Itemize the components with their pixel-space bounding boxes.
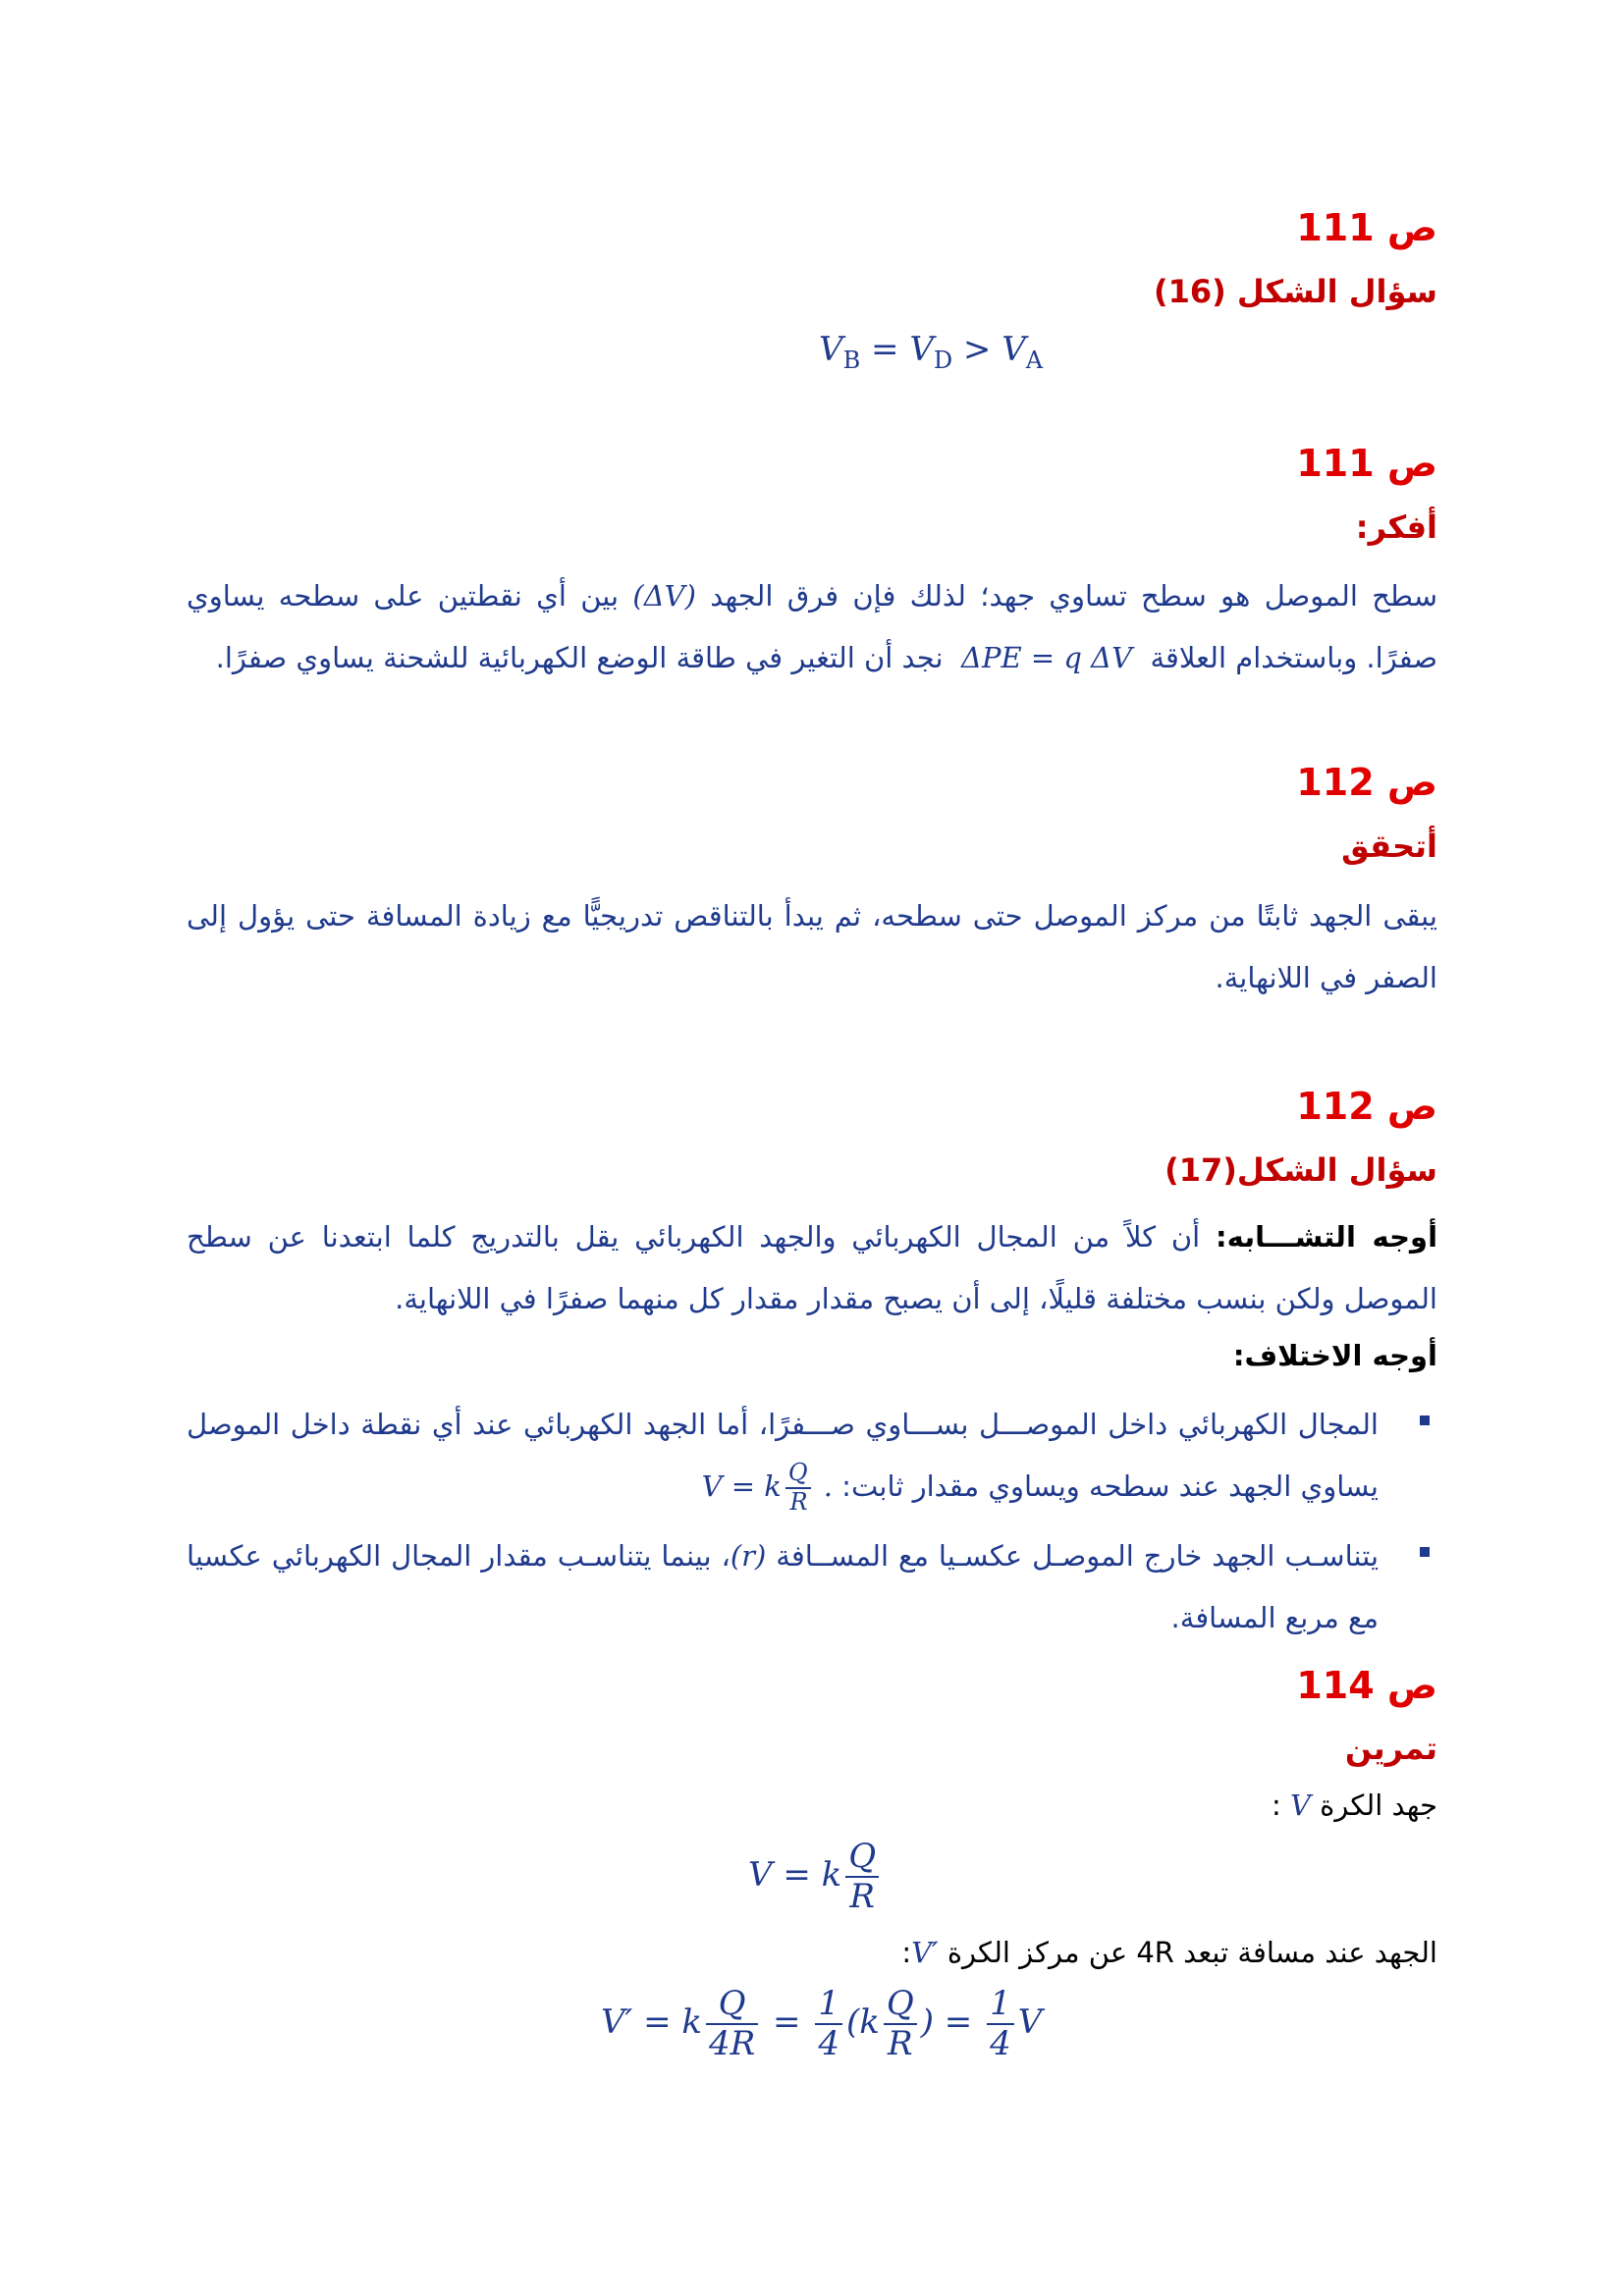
think-paragraph: سطح الموصل هو سطح تساوي جهد؛ لذلك فإن فرق الجهد (ΔV) بين أي نقطتين على سطحه يساوي صفرًا. وباستخدام العلاقة ΔPE = q ΔV نجد أن التغير في طاقة الوضع الكهربائية للشحنة يساوي صفرًا. <box>187 565 1437 689</box>
bullet-square-icon <box>1420 1415 1430 1425</box>
figure-17-heading: سؤال الشكل(17) <box>1164 1151 1437 1189</box>
page-ref-114: ص 114 <box>1296 1664 1437 1707</box>
potential-at-4r-label: الجهد عند مسافة تبعد 4R عن مركز الكرة V′: <box>901 1936 1437 1969</box>
exercise-heading: تمرين <box>1344 1730 1437 1767</box>
similarities-paragraph: أوجه التشـــابه: أن كلاً من المجال الكهربائي والجهد الكهربائي يقل بالتدريج كلما ابتعدنا عن سطح الموصل ولكن بنسب مختلفة قليلًا، إلى أن يصبح مقدار مقدار كل منهما صفرًا في اللانهاية. <box>187 1220 1438 1315</box>
distance-r-math: (r) <box>730 1539 767 1573</box>
differences-list <box>187 1394 1437 1649</box>
page-ref-111-a: ص 111 <box>1296 206 1437 249</box>
verify-heading: أتحقق <box>1341 828 1437 865</box>
list-item: يتناسـب الجهد خارج الموصـل عكسـيا مع المســافة (r)، بينما يتناسـب مقدار المجال الكهربائي عكسيا مع مربع المسافة. <box>187 1525 1437 1649</box>
differences-label: أوجه الاختلاف: <box>1232 1339 1437 1372</box>
figure-16-heading: سؤال الشكل (16) <box>1153 273 1437 310</box>
verify-paragraph: يبقى الجهد ثابتًا من مركز الموصل حتى سطحه، ثم يبدأ بالتناقص تدريجيًّا مع زيادة المسافة حتى يؤول إلى الصفر في اللانهاية. <box>187 899 1437 994</box>
similarities-label: أوجه التشـــابه: <box>1216 1220 1438 1254</box>
bullet-square-icon <box>1420 1547 1430 1557</box>
list-item: المجال الكهربائي داخل الموصـــل بســـاوي صـــفرًا، أما الجهد الكهربائي عند أي نقطة داخل الموصل يساوي الجهد عند سطحه ويساوي مقدار ثابت: V = k $\frac{Q}{R}$ . <box>187 1394 1437 1518</box>
page-ref-112-b: ص 112 <box>1296 1085 1437 1128</box>
delta-v-math: (ΔV) <box>632 579 696 613</box>
page-ref-112-a: ص 112 <box>1296 761 1437 804</box>
sphere-potential-equation: V = k $\frac{Q}{R}$ <box>748 1838 883 1916</box>
sphere-potential-label: جهد الكرة V : <box>1271 1789 1437 1822</box>
sphere-potential-inline-eq: V = k $\frac{Q}{R}$ . <box>701 1459 833 1516</box>
potential-at-4r-equation: V′ = k $\frac{Q}{4R}$ = $\frac{1}{4}$ (k $\frac{Q}{R}$ ) = $\frac{1}{4}$ V <box>601 1984 1043 2064</box>
page-ref-111-b: ص 111 <box>1296 442 1437 485</box>
potential-comparison-equation: $V_B = V_D > V_A$ <box>819 330 1044 374</box>
energy-relation-math: ΔPE = q ΔV <box>961 641 1133 674</box>
think-heading: أفكر: <box>1355 508 1437 546</box>
